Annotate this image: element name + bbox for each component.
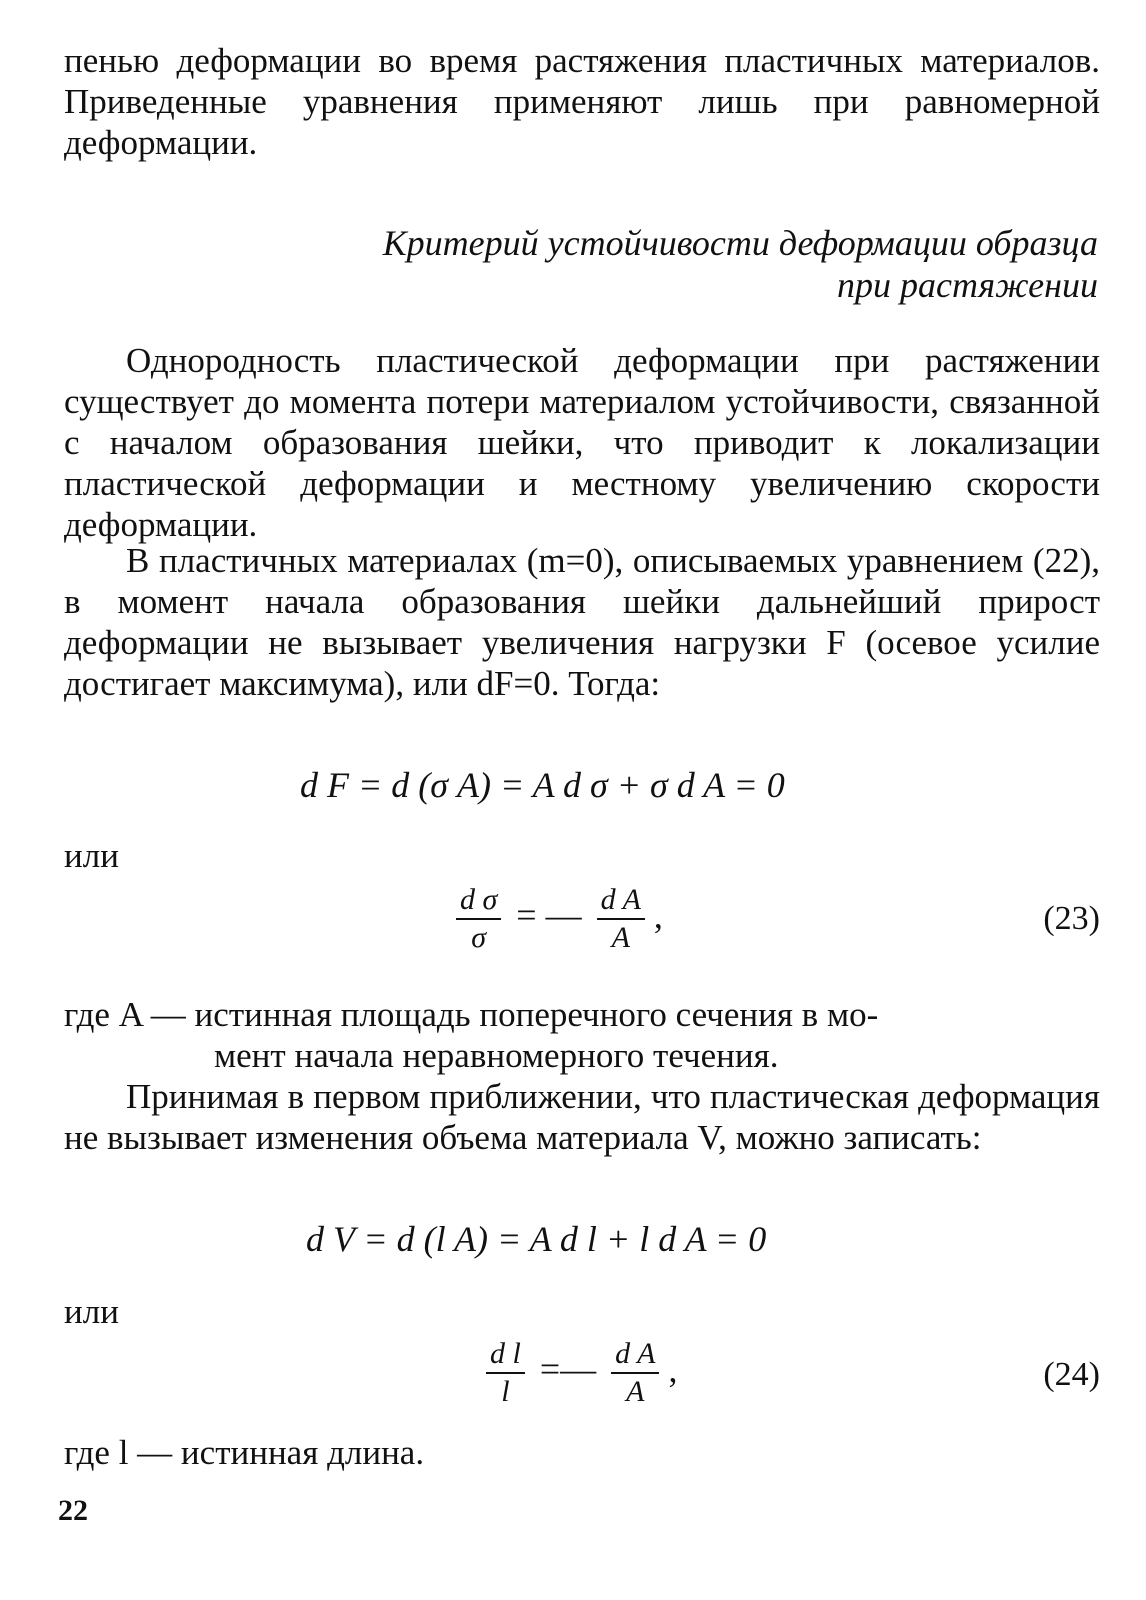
equation-number-23: (23) [1043, 900, 1100, 937]
fraction-numerator: d σ [456, 882, 501, 920]
paragraph-volume: Принимая в первом приближении, что пластическая деформация не вызывает изменения объема материала V, можно записать: [64, 1077, 1100, 1157]
fraction-dsigma-sigma [456, 882, 501, 956]
fraction-denominator: A [626, 1375, 645, 1408]
fraction-numerator: d l [486, 1336, 525, 1374]
where-A-line2: мент начала неравномерного течения. [214, 1036, 779, 1075]
equation-comma: , [668, 1349, 678, 1390]
equation-operator: = — [516, 895, 582, 936]
equation-23 [456, 882, 663, 956]
fraction-denominator: A [611, 921, 630, 954]
fraction-numerator: d A [611, 1336, 659, 1374]
where-l-definition: где l — истинная длина. [64, 1433, 425, 1472]
where-A-line1: где A — истинная площадь поперечного сечения в мо- [64, 995, 879, 1034]
section-heading-line1: Критерий устойчивости деформации образца [382, 223, 1098, 263]
where-A-definition [64, 994, 1100, 1076]
fraction-denominator: l [501, 1375, 510, 1408]
page-number: 22 [58, 1494, 88, 1527]
equation-operator: =— [539, 1349, 597, 1390]
paragraph-plastic-materials: В пластичных материалах (m=0), описываемых уравнением (22), в момент начала образования шейки дальнейший прирост деформации не вызывает увеличения нагрузки F (осевое усилие достигает максимума), или dF=0. Тогда: [64, 541, 1100, 703]
or-word-2: или [64, 1292, 119, 1331]
fraction-dA-A [611, 1336, 659, 1410]
fraction-denominator: σ [471, 921, 487, 954]
equation-number-24: (24) [1043, 1356, 1100, 1393]
equation-comma: , [653, 895, 663, 936]
fraction-dl-l [486, 1336, 525, 1410]
equation-24 [486, 1336, 677, 1410]
fraction-dA-A [597, 882, 645, 956]
fraction-numerator: d A [597, 882, 645, 920]
formula-dV: d V = d (l A) = A d l + l d A = 0 [306, 1219, 767, 1259]
section-heading [198, 222, 1098, 306]
intro-paragraph: пенью деформации во время растяжения пластичных материалов. Приведенные уравнения применяют лишь при равномерной деформации. [64, 41, 1100, 162]
paragraph-uniformity: Однородность пластической деформации при растяжении существует до момента потери материалом устойчивости, связанной с началом образования шейки, что приводит к локализации пластической деформации и местному увеличению скорости деформации. [64, 341, 1100, 544]
or-word-1: или [64, 836, 119, 875]
section-heading-line2: при растяжении [837, 265, 1098, 305]
formula-dF: d F = d (σ A) = A d σ + σ d A = 0 [300, 765, 785, 805]
